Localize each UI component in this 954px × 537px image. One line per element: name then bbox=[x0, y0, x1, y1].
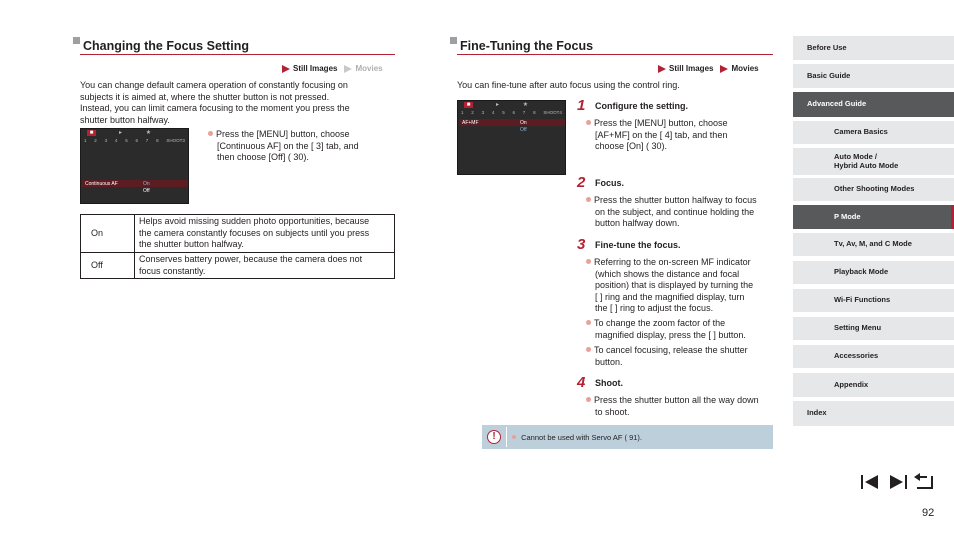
tab-number: 8 bbox=[533, 110, 536, 115]
intro-line: subjects it is aimed at, where the shutter button is not pressed. bbox=[80, 91, 330, 102]
bullet-line: To change the zoom factor of the bbox=[594, 318, 726, 328]
sidebar-item-playback-mode[interactable] bbox=[793, 261, 954, 284]
section-marker bbox=[450, 37, 457, 44]
section-title-fine-tuning: Fine-Tuning the Focus bbox=[460, 39, 594, 53]
tab-number: 3 bbox=[481, 110, 485, 115]
still-images-icon bbox=[282, 65, 290, 73]
bullet-line: Press the [MENU] button, choose bbox=[216, 129, 350, 139]
bullet-line: Referring to the on-screen MF indicator bbox=[594, 257, 751, 267]
mode-tags bbox=[282, 64, 383, 74]
bullet-line: Press the shutter button halfway to focus bbox=[594, 195, 757, 205]
sidebar-item-advanced-guide[interactable] bbox=[793, 92, 954, 117]
camera-screen-af-mf bbox=[457, 100, 566, 175]
note-text-row bbox=[512, 433, 642, 443]
tab-number: 2 bbox=[94, 138, 97, 143]
step-title: Focus. bbox=[595, 178, 625, 188]
tab-number: 1 bbox=[84, 138, 87, 143]
sidebar-item-label: Camera Basics bbox=[834, 127, 888, 137]
tab-label: SHOOT4 bbox=[543, 110, 562, 115]
bullet-line: [AF+MF] on the [ 4] tab, and then bbox=[595, 129, 728, 140]
bullet-line: to shoot. bbox=[595, 406, 630, 417]
section-marker bbox=[73, 37, 80, 44]
sidebar-item-label: Playback Mode bbox=[834, 267, 889, 277]
table-cell-key: On bbox=[81, 215, 135, 253]
movies-icon bbox=[344, 65, 352, 73]
step-number: 4 bbox=[577, 374, 586, 391]
note-text: Cannot be used with Servo AF ( 91). bbox=[521, 433, 642, 442]
bullet-line: position) that is displayed by turning the bbox=[595, 280, 754, 291]
bullet-line: Press the shutter button all the way down bbox=[594, 395, 759, 405]
sidebar-item-label: Advanced Guide bbox=[807, 99, 867, 109]
tab-number: 1 bbox=[461, 110, 464, 115]
step-title: Configure the setting. bbox=[595, 101, 688, 111]
sidebar-item-label: Basic Guide bbox=[807, 70, 851, 80]
sidebar-item-label: P Mode bbox=[834, 211, 861, 221]
desc-line: Conserves battery power, because the camera does not bbox=[139, 254, 363, 264]
bullet-line: choose [On] ( 30). bbox=[595, 141, 668, 152]
tab-number: 5 bbox=[502, 110, 505, 115]
caution-note bbox=[482, 425, 773, 449]
intro-paragraph bbox=[80, 80, 400, 126]
table-row bbox=[81, 253, 395, 279]
previous-page-icon[interactable] bbox=[860, 473, 882, 491]
step-bullet bbox=[586, 318, 776, 341]
bullet-line: Press the [MENU] button, choose bbox=[594, 118, 728, 128]
bullet-line: the [ ] ring to adjust the focus. bbox=[595, 303, 714, 314]
sidebar-item-wifi-functions[interactable] bbox=[793, 289, 954, 312]
sidebar-item-accessories[interactable] bbox=[793, 345, 954, 368]
focus-setting-table bbox=[80, 214, 395, 279]
camera-tab-icon: ■ bbox=[87, 130, 96, 136]
sidebar-item-label: Appendix bbox=[834, 379, 869, 389]
camera-row-label: Continuous AF bbox=[85, 181, 118, 187]
tab-number: 5 bbox=[125, 138, 128, 143]
camera-screen-continuous-af bbox=[80, 128, 189, 204]
sidebar-item-p-mode[interactable] bbox=[793, 205, 951, 229]
tab-number: 7 bbox=[522, 110, 526, 115]
intro-line: Instead, you can limit camera focusing to the moment you press the bbox=[80, 103, 350, 114]
mode-still-images: Still Images bbox=[669, 64, 714, 73]
step-number: 2 bbox=[577, 174, 586, 191]
sidebar-item-label: Accessories bbox=[834, 351, 879, 361]
tab-number: 4 bbox=[114, 138, 118, 143]
tab-number: 4 bbox=[491, 110, 495, 115]
step-bullet bbox=[586, 395, 776, 418]
sidebar-item-camera-basics[interactable] bbox=[793, 121, 954, 144]
section-rule bbox=[457, 54, 773, 55]
section-rule bbox=[80, 54, 395, 55]
sidebar-item-label: Index bbox=[807, 408, 827, 418]
label-line: Hybrid Auto Mode bbox=[834, 160, 899, 170]
step-bullet bbox=[586, 118, 776, 153]
tab-number: 2 bbox=[471, 110, 474, 115]
next-page-icon[interactable] bbox=[886, 473, 908, 491]
sidebar-item-label: Before Use bbox=[807, 42, 847, 52]
bullet-line: then choose [Off] ( 30). bbox=[217, 152, 309, 163]
bullet-line: button halfway down. bbox=[595, 218, 680, 229]
table-cell-desc bbox=[135, 253, 395, 279]
section-title-focus-setting: Changing the Focus Setting bbox=[83, 39, 249, 53]
bullet-icon bbox=[586, 347, 591, 352]
sidebar-item-auto-mode[interactable] bbox=[793, 148, 954, 175]
mode-tags bbox=[658, 64, 759, 74]
movies-icon bbox=[720, 65, 728, 73]
bullet-icon bbox=[586, 397, 591, 402]
tab-number: 8 bbox=[156, 138, 159, 143]
sidebar-item-tv-av-m-c-mode[interactable] bbox=[793, 233, 954, 256]
bullet-line: To cancel focusing, release the shutter bbox=[594, 345, 748, 355]
step-title: Fine-tune the focus. bbox=[595, 240, 681, 250]
tab-number: 3 bbox=[104, 138, 108, 143]
still-images-icon bbox=[658, 65, 666, 73]
camera-row-label: AF+MF bbox=[462, 120, 479, 126]
step-bullet bbox=[586, 257, 776, 315]
note-divider bbox=[506, 427, 507, 447]
sidebar-item-label: Wi-Fi Functions bbox=[834, 295, 891, 305]
step-bullet bbox=[586, 345, 776, 368]
sidebar-item-label: Setting Menu bbox=[834, 323, 882, 333]
tab-label: SHOOT3 bbox=[166, 138, 185, 143]
play-tab-icon: ▸ bbox=[118, 130, 122, 136]
intro-line: You can change default camera operation of constantly focusing on bbox=[80, 80, 348, 90]
camera-option-on: On bbox=[143, 181, 150, 187]
bullet-line: [Continuous AF] on the [ 3] tab, and bbox=[217, 140, 359, 151]
fine-tune-intro: You can fine-tune after auto focus using the control ring. bbox=[457, 80, 680, 90]
bullet-line: (which shows the distance and focal bbox=[595, 268, 740, 279]
star-tab-icon: ★ bbox=[522, 102, 529, 108]
intro-line: shutter button halfway. bbox=[80, 114, 170, 125]
tab-number: 6 bbox=[135, 138, 138, 143]
step-title: Shoot. bbox=[595, 378, 623, 388]
sidebar-item-setting-menu[interactable] bbox=[793, 317, 954, 340]
bullet-line: on the subject, and continue holding the bbox=[595, 206, 755, 217]
bullet-icon bbox=[586, 320, 591, 325]
label-line: Auto Mode / bbox=[834, 151, 877, 161]
sidebar-item-before-use[interactable] bbox=[793, 36, 954, 60]
bullet-icon bbox=[586, 197, 591, 202]
table-cell-desc bbox=[135, 215, 395, 253]
camera-option-off: Off bbox=[143, 188, 150, 194]
desc-line: the camera constantly focuses on subjects until you press bbox=[139, 227, 370, 238]
sidebar-item-index[interactable] bbox=[793, 401, 954, 426]
sidebar-item-basic-guide[interactable] bbox=[793, 64, 954, 88]
page-number: 92 bbox=[922, 507, 935, 519]
camera-option-on: On bbox=[520, 120, 527, 126]
camera-tab-icon: ■ bbox=[464, 102, 473, 108]
step-bullet bbox=[586, 195, 776, 230]
bullet-icon bbox=[586, 259, 591, 264]
return-icon[interactable] bbox=[912, 473, 934, 491]
step-number: 1 bbox=[577, 97, 586, 114]
sidebar-item-other-shooting-modes[interactable] bbox=[793, 178, 954, 201]
camera-tab-numbers bbox=[84, 138, 185, 144]
table-cell-key: Off bbox=[81, 253, 135, 279]
bullet-line: button. bbox=[595, 356, 623, 367]
caution-icon: ! bbox=[487, 430, 501, 444]
step-number: 3 bbox=[577, 236, 586, 253]
camera-option-off: Off bbox=[520, 127, 527, 133]
bullet-line: [ ] ring and the magnified display, turn bbox=[595, 291, 745, 302]
sidebar-item-label bbox=[834, 153, 898, 170]
camera-tab-numbers bbox=[461, 110, 562, 116]
sidebar-item-appendix[interactable] bbox=[793, 373, 954, 397]
desc-line: focus constantly. bbox=[139, 265, 206, 276]
sidebar-item-label: Tv, Av, M, and C Mode bbox=[834, 239, 912, 249]
mode-movies: Movies bbox=[355, 64, 383, 73]
mode-still-images: Still Images bbox=[293, 64, 338, 73]
bullet-icon bbox=[512, 435, 516, 439]
tab-number: 7 bbox=[145, 138, 149, 143]
mode-movies: Movies bbox=[731, 64, 759, 73]
desc-line: Helps avoid missing sudden photo opportunities, because bbox=[139, 216, 370, 227]
play-tab-icon: ▸ bbox=[495, 102, 499, 108]
table-row bbox=[81, 215, 395, 253]
tab-number: 6 bbox=[512, 110, 515, 115]
bullet-icon bbox=[208, 131, 213, 136]
bullet-line: magnified display, press the [ ] button. bbox=[595, 329, 746, 340]
bullet-icon bbox=[586, 120, 591, 125]
star-tab-icon: ★ bbox=[145, 130, 152, 136]
left-bullet bbox=[208, 129, 398, 164]
desc-line: the shutter button halfway. bbox=[139, 239, 244, 250]
sidebar-item-label: Other Shooting Modes bbox=[834, 184, 915, 194]
